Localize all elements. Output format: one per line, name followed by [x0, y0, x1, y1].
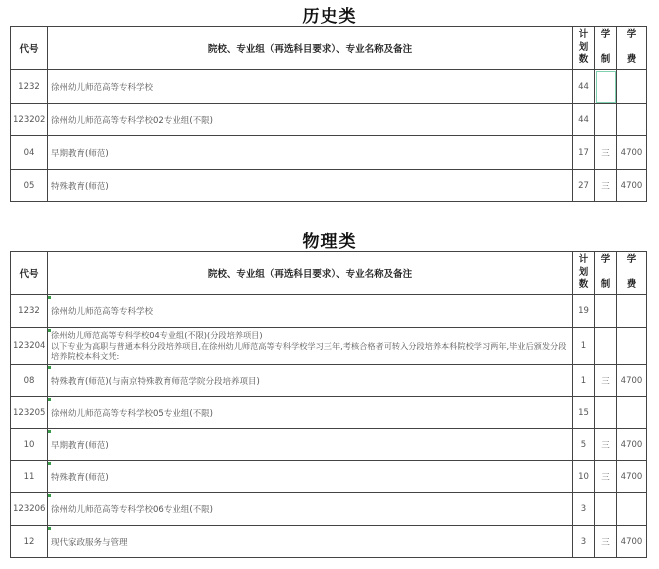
row-years: 三	[595, 136, 617, 170]
row-fee: 4700	[617, 170, 647, 202]
row-name: 徐州幼儿师范高等专科学校06专业组(不限)	[48, 493, 573, 526]
selected-cell[interactable]	[595, 70, 617, 104]
cell-marker	[48, 366, 51, 369]
row-code: 11	[11, 461, 48, 493]
row-name: 早期教育(师范)	[48, 136, 573, 170]
row-fee: 4700	[617, 461, 647, 493]
row-years	[595, 493, 617, 526]
cell-marker	[48, 398, 51, 401]
header-code: 代号	[11, 27, 48, 70]
row-code: 08	[11, 365, 48, 397]
cell-marker	[48, 527, 51, 530]
table-row	[11, 429, 647, 461]
table-header-row	[11, 252, 647, 295]
row-code: 123204	[11, 328, 48, 365]
table-row	[11, 328, 647, 365]
header-plan: 计 划 数	[573, 252, 595, 295]
row-years: 三	[595, 526, 617, 558]
row-fee	[617, 295, 647, 328]
row-years: 三	[595, 461, 617, 493]
row-plan: 17	[573, 136, 595, 170]
row-years: 三	[595, 429, 617, 461]
table-row	[11, 295, 647, 328]
row-plan: 1	[573, 328, 595, 365]
row-fee: 4700	[617, 365, 647, 397]
header-plan: 计 划 数	[573, 27, 595, 70]
row-plan: 44	[573, 104, 595, 136]
table-row	[11, 104, 647, 136]
table-row	[11, 365, 647, 397]
row-years: 三	[595, 170, 617, 202]
cell-marker	[48, 462, 51, 465]
row-years: 三	[595, 365, 617, 397]
row-fee	[617, 328, 647, 365]
section-title-history: 历史类	[302, 7, 357, 27]
row-code: 05	[11, 170, 48, 202]
row-plan: 10	[573, 461, 595, 493]
row-years	[595, 295, 617, 328]
header-fee: 学 费	[617, 252, 647, 295]
row-fee	[617, 104, 647, 136]
header-years: 学 制	[595, 252, 617, 295]
header-name: 院校、专业组（再选科目要求）、专业名称及备注	[48, 252, 573, 295]
row-plan: 3	[573, 526, 595, 558]
row-name-note: 徐州幼儿师范高等专科学校04专业组(不限)(分段培养项目) 以下专业为高职与普通本科分段培养项目,在徐州幼儿师范高等专科学校学习三年,考核合格者可转入分段培养本科院校学习两年,毕业后颁发分段培养院校本科文凭:	[48, 328, 573, 365]
table-row	[11, 493, 647, 526]
row-code: 123206	[11, 493, 48, 526]
row-name: 徐州幼儿师范高等专科学校05专业组(不限)	[48, 397, 573, 429]
row-name: 徐州幼儿师范高等专科学校02专业组(不限)	[48, 104, 573, 136]
header-fee: 学 费	[617, 27, 647, 70]
row-code: 123205	[11, 397, 48, 429]
row-name: 特殊教育(师范)	[48, 461, 573, 493]
table-row	[11, 70, 647, 104]
row-fee: 4700	[617, 526, 647, 558]
cell-marker	[48, 329, 51, 332]
row-code: 04	[11, 136, 48, 170]
row-name: 特殊教育(师范)	[48, 170, 573, 202]
row-code: 12	[11, 526, 48, 558]
row-plan: 15	[573, 397, 595, 429]
physics-table	[10, 251, 647, 558]
header-code: 代号	[11, 252, 48, 295]
cell-marker	[48, 430, 51, 433]
cell-marker	[48, 296, 51, 299]
section-title-physics: 物理类	[302, 232, 357, 252]
table-row	[11, 526, 647, 558]
row-code: 1232	[11, 70, 48, 104]
history-table	[10, 26, 647, 202]
row-fee: 4700	[617, 136, 647, 170]
row-years	[595, 104, 617, 136]
row-plan: 19	[573, 295, 595, 328]
header-years: 学 制	[595, 27, 617, 70]
row-plan: 3	[573, 493, 595, 526]
row-code: 123202	[11, 104, 48, 136]
row-fee: 4700	[617, 429, 647, 461]
row-fee	[617, 397, 647, 429]
row-plan: 44	[573, 70, 595, 104]
row-name: 特殊教育(师范)(与南京特殊教育师范学院分段培养项目)	[48, 365, 573, 397]
row-fee	[617, 493, 647, 526]
row-name: 现代家政服务与管理	[48, 526, 573, 558]
row-name: 徐州幼儿师范高等专科学校	[48, 295, 573, 328]
header-name: 院校、专业组（再选科目要求）、专业名称及备注	[48, 27, 573, 70]
table-row	[11, 136, 647, 170]
row-plan: 27	[573, 170, 595, 202]
row-name: 早期教育(师范)	[48, 429, 573, 461]
table-header-row	[11, 27, 647, 70]
table-row	[11, 170, 647, 202]
row-years	[595, 328, 617, 365]
row-code: 10	[11, 429, 48, 461]
row-years	[595, 397, 617, 429]
row-name: 徐州幼儿师范高等专科学校	[48, 70, 573, 104]
table-row	[11, 461, 647, 493]
table-row	[11, 397, 647, 429]
row-plan: 1	[573, 365, 595, 397]
cell-marker	[48, 494, 51, 497]
row-code: 1232	[11, 295, 48, 328]
row-fee	[617, 70, 647, 104]
row-plan: 5	[573, 429, 595, 461]
